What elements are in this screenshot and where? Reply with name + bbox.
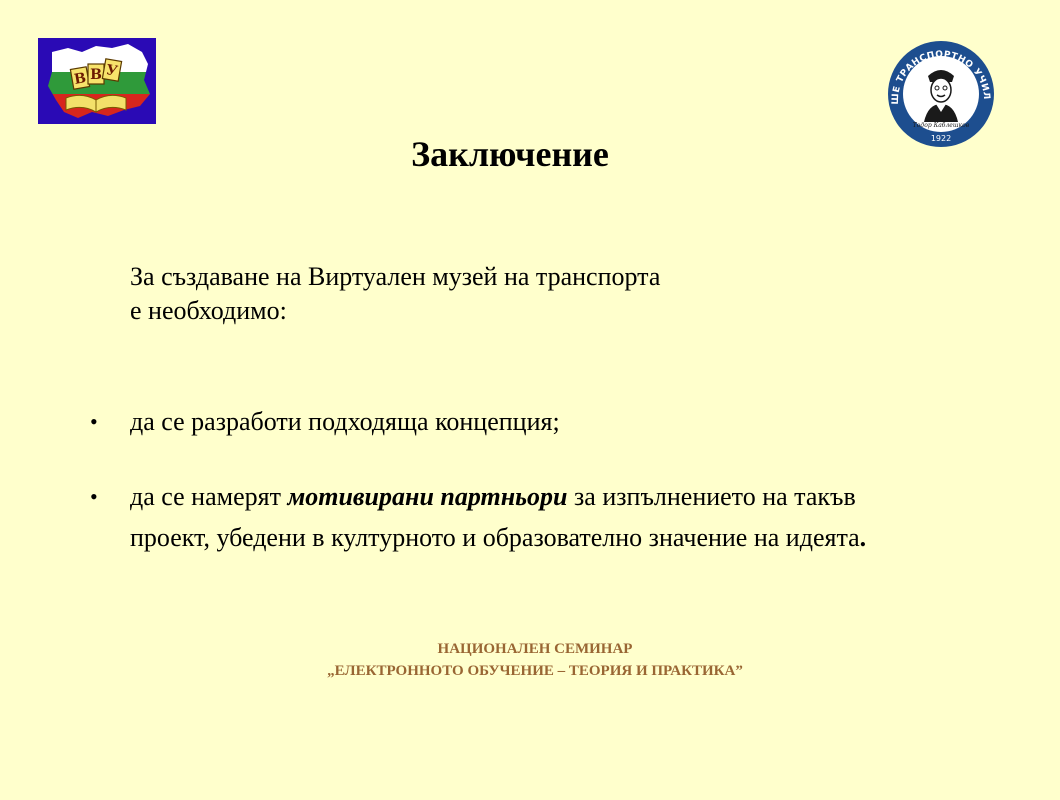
bullet-text-line-1	[130, 476, 866, 517]
bullet-marker: •	[90, 409, 98, 434]
bullet-end-mark: .	[859, 523, 867, 552]
footer-line-1: НАЦИОНАЛЕН СЕМИНАР	[437, 641, 633, 657]
vvu-logo	[38, 38, 156, 124]
vvu-letter-2: В	[90, 67, 102, 83]
intro-text	[130, 260, 660, 328]
seminar-footer	[0, 638, 1060, 682]
bullet-emphasis: мотивирани партньори	[287, 482, 568, 511]
footer-line-2: „ЕЛЕКТРОННОТО ОБУЧЕНИЕ – ТЕОРИЯ И ПРАКТИКА”	[327, 663, 743, 679]
emblem-signature: Тодор Каблешков	[912, 122, 970, 129]
vvu-letter-3: У	[104, 62, 119, 80]
bullet-marker: •	[90, 484, 98, 509]
bullet-text	[130, 476, 866, 558]
vvu-letter-1: В	[72, 70, 88, 88]
slide-title: Заключение	[411, 134, 609, 174]
intro-line-1: За създаване на Виртуален музей на транспорта	[130, 262, 661, 291]
svg-text:ВИСШЕ ТРАНСПОРТНО УЧИЛИЩЕ: ШЕ ТРАНСПОРТНО УЧИЛ	[890, 49, 992, 105]
bullet-text-line-2-body: проект, убедени в културното и образователно значение на идеята	[130, 523, 860, 552]
intro-line-2: е необходимо:	[130, 296, 287, 325]
bullet-text-before: да се намерят	[130, 482, 288, 511]
bullet-text-line-2	[130, 517, 866, 558]
vvu-logo-image	[38, 38, 156, 124]
bullet-text: да се разработи подходяща концепция;	[130, 407, 560, 436]
emblem-year: 1922	[930, 134, 952, 143]
bullet-text-after: за изпълнението на такъв	[567, 482, 856, 511]
